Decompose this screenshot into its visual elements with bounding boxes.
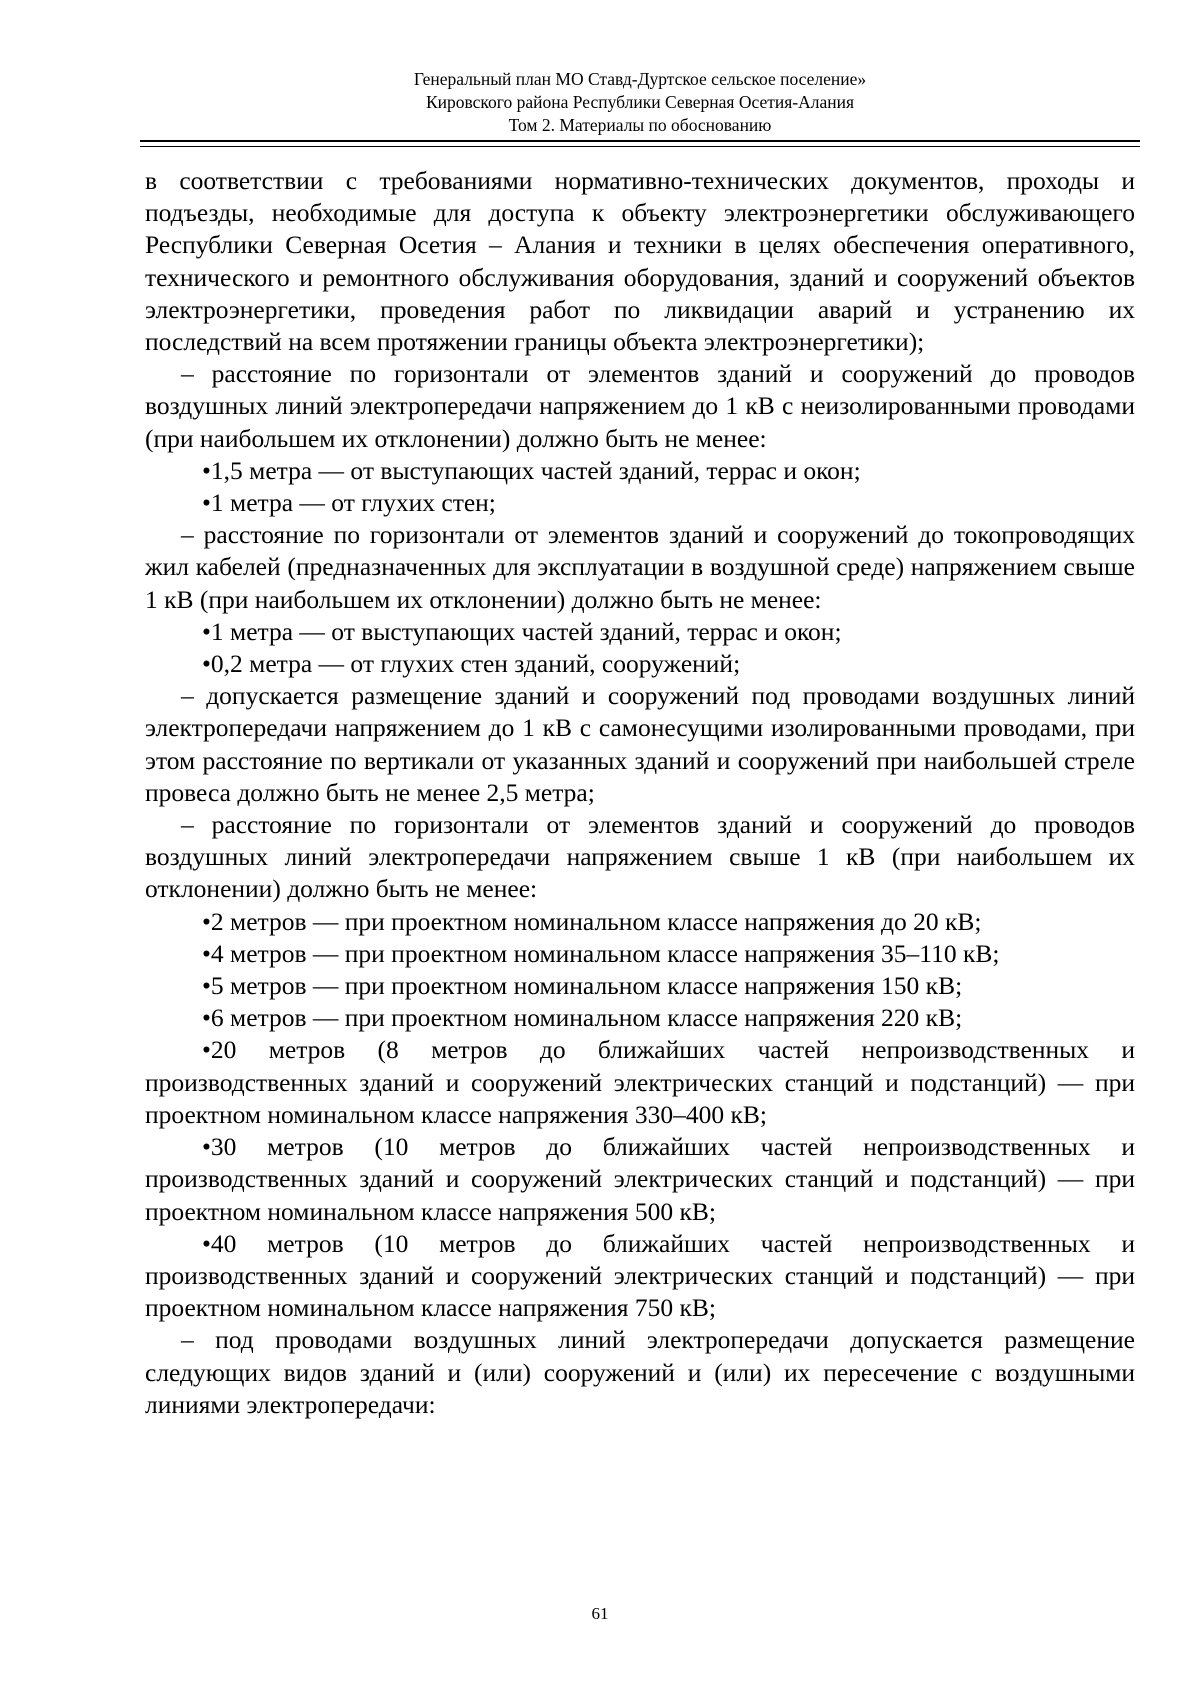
dash-item: – расстояние по горизонтали от элементов зданий и сооружений до проводов воздушных линий электропередачи напряжением свыше 1 кВ (при наибольшем их отклонении) должно быть не менее: xyxy=(145,810,1135,904)
header-divider xyxy=(140,140,1140,147)
bullet-item: •1 метра — от глухих стен; xyxy=(202,488,496,518)
dash-item: – расстояние по горизонтали от элементов зданий и сооружений до проводов воздушных линий электропередачи напряжением до 1 кВ с неизолированными проводами (при наибольшем их отклонении) должно быть не менее: xyxy=(145,359,1135,453)
bullet-item: •2 метров — при проектном номинальном классе напряжения до 20 кВ; xyxy=(202,906,982,936)
bullet-item: •20 метров (8 метров до ближайших частей непроизводственных и производственных зданий и сооружений электрических станций и подстанций) — при проектном номинальном классе напряжения 330–400 кВ; xyxy=(145,1035,1135,1129)
bullet-item: •1 метра — от выступающих частей зданий, террас и окон; xyxy=(202,616,842,646)
page-number: 61 xyxy=(591,1604,609,1623)
header-line-1: Генеральный план МО Ставд-Дуртское сельское поселение» xyxy=(413,69,867,89)
bullet-item: •6 метров — при проектном номинальном классе напряжения 220 кВ; xyxy=(202,1003,963,1033)
bullet-item: •30 метров (10 метров до ближайших частей непроизводственных и производственных зданий и сооружений электрических станций и подстанций) — при проектном номинальном классе напряжения 500 кВ; xyxy=(145,1132,1135,1226)
dash-item: – под проводами воздушных линий электропередачи допускается размещение следующих видов зданий и (или) сооружений и (или) их пересечение с воздушными линиями электропередачи: xyxy=(145,1325,1135,1419)
bullet-item: •5 метров — при проектном номинальном классе напряжения 150 кВ; xyxy=(202,971,963,1001)
bullet-item: •40 метров (10 метров до ближайших частей непроизводственных и производственных зданий и сооружений электрических станций и подстанций) — при проектном номинальном классе напряжения 750 кВ; xyxy=(145,1228,1135,1323)
dash-item: – расстояние по горизонтали от элементов зданий и сооружений до токопроводящих жил кабелей (предназначенных для эксплуатации в воздушной среде) напряжением свыше 1 кВ (при наибольшем их отклонении) должно быть не менее: xyxy=(145,520,1135,614)
paragraph: в соответствии с требованиями нормативно-технических документов, проходы и подъезды, необходимые для доступа к объекту электроэнергетики обслуживающего Республики Северная Осетия – Алания и техники в целях обеспечения оперативного, технического и ремонтного обслуживания оборудования, зданий и сооружений объектов электроэнергетики, проведения работ по ликвидации аварий и устранению их последствий на всем протяжении границы объекта электроэнергетики); xyxy=(145,166,1135,357)
page-header xyxy=(140,68,1140,137)
document-body xyxy=(145,165,1135,1421)
header-line-3: Том 2. Материалы по обоснованию xyxy=(508,115,772,135)
bullet-item: •4 метров — при проектном номинальном классе напряжения 35–110 кВ; xyxy=(202,938,1000,968)
dash-item: – допускается размещение зданий и сооружений под проводами воздушных линий электропередачи напряжением до 1 кВ с самонесущими изолированными проводами, при этом расстояние по вертикали от указанных зданий и сооружений при наибольшей стреле провеса должно быть не менее 2,5 метра; xyxy=(145,681,1135,807)
bullet-item: •1,5 метра — от выступающих частей зданий, террас и окон; xyxy=(202,455,861,485)
header-line-2: Кировского района Республики Северная Осетия-Алания xyxy=(425,92,855,112)
bullet-item: •0,2 метра — от глухих стен зданий, сооружений; xyxy=(202,649,741,679)
